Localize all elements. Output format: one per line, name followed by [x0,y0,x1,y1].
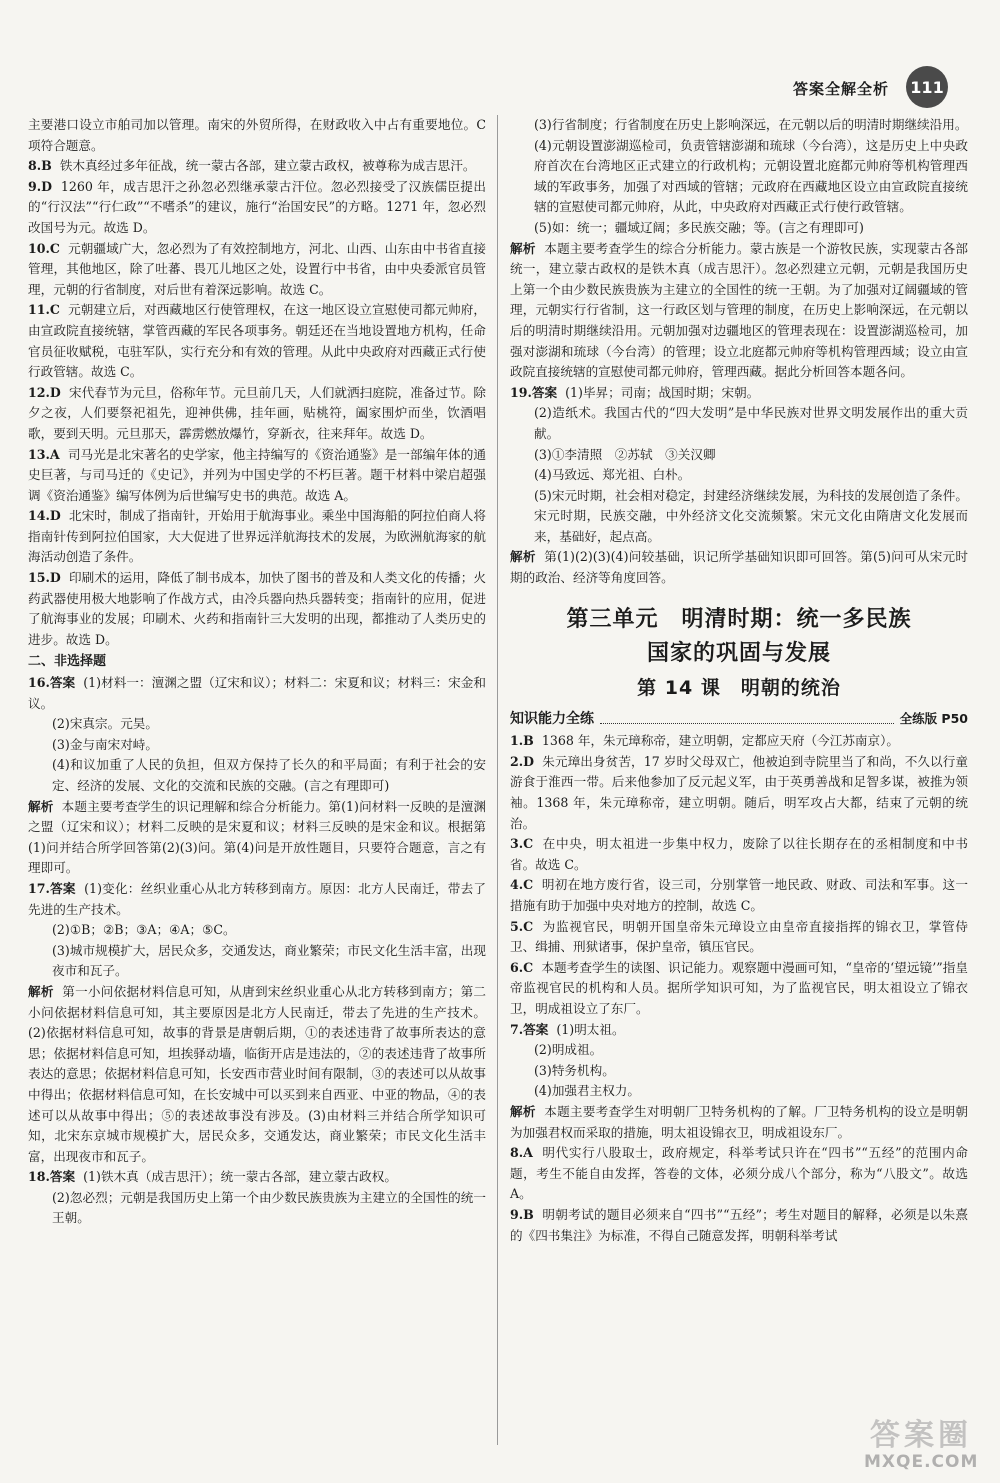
answer-part: (1)毕昇；司南；战国时期；宋朝。 [565,384,760,400]
answer-13 [28,445,486,507]
answer-6 [510,958,968,1020]
answer-text: 在中央，明太祖进一步集中权力，废除了以往长期存在的丞相制度和中书省。故选 C。 [510,836,968,872]
answer-9 [28,177,486,239]
question-number: 6.C [510,959,534,975]
dotted-leader [600,713,894,724]
answer-part: (1)铁木真（成吉思汗）；统一蒙古各部，建立蒙古政权。 [83,1169,397,1185]
answer-part: (4)马致远、郑光祖、白朴。 [534,467,691,483]
question-number: 7.答案 [510,1021,549,1037]
page-number-badge: 111 [906,66,948,108]
answer-text: 元朝建立后，对西藏地区行使管理权，在这一地区设立宣慰使司都元帅府，由宣政院直接统辖，掌管西藏的军民各项事务。朝廷还在当地设置地方机构，任命官员征收赋税，屯驻军队，实行充分和有效的管理。从此中央政府对西藏正式行使行政管辖。故选 C。 [28,302,486,380]
question-number: 9.B [510,1206,534,1222]
answer-4 [510,875,968,916]
answer-part: (2)①B；②B；③A；④A；⑤C。 [52,922,236,938]
answer-1 [510,731,968,752]
answer-part: (4)加强君主权力。 [534,1083,640,1099]
answer-part: (2)宋真宗。元昊。 [52,716,158,732]
answer-part: (1)材料一：澶渊之盟（辽宋和议）；材料二：宋夏和议；材料三：宋金和议。 [28,675,486,711]
analysis-text: 本题主要考查学生对明朝厂卫特务机构的了解。厂卫特务机构的设立是明朝为加强君权而采取的措施，明太祖设锦衣卫，明成祖设东厂。 [510,1103,969,1140]
analysis-text: 第一小问依据材料信息可知，从唐到宋丝织业重心从北方转移到南方；第二小问依据材料信息可知，其主要原因是北方人民南迁，带去了先进的生产技术。(2)依据材料信息可知，故事的背景是唐朝后期，①的表述违背了故事所表达的意思；依据材料信息可知，坦挨驿动墙，临街开店是违法的，②的表述违背了故事所表达的意思；依据材料信息可知，长安西市营业时间有限制，③的表述可以从故事中得出；依据材料信息可知，在长安城中可以买到来自西亚、中亚的物品，④的表述可以从故事中得出；⑤的表述故事没有涉及。(3)由材料三并结合所学知识可知，北宋东京城市规模扩大，居民众多，交通发达，商业繁荣；市民文化生活丰富，出现夜市和瓦子。 [28,983,487,1164]
question-number: 1.B [510,733,534,749]
question-number: 5.C [510,918,534,934]
analysis-text: 本题主要考查学生的综合分析能力。蒙古族是一个游牧民族，实现蒙古各部统一，建立蒙古政权的是铁木真（成吉思汗）。忽必烈建立元朝，元朝是我国历史上第一个由少数民族贵族为主建立的全国性的统一王朝。为了加强对辽阔疆域的管理，元朝实行行省制，这一行政区划与管理的制度，在历史上影响深远，在元朝以后的明清时期继续沿用。元朝加强对边疆地区的管理表现在：设置澎湖巡检司，加强对澎湖和琉球（今台湾）的管理；设立北庭都元帅府等机构管理西域；设立由宣政院直接统辖的宣慰使司都元帅府，管理西藏。据此分析回答本题各问。 [510,240,969,380]
question-number: 8.B [28,158,52,174]
answer-2 [510,752,968,834]
answer-part: (2)明成祖。 [534,1042,603,1058]
answer-9-right [510,1205,968,1246]
analysis-text: 第(1)(2)(3)(4)问较基础，识记所学基础知识即可回答。第(5)问可从宋元时期的政治、经济等角度回答。 [510,549,969,586]
analysis-text: 本题主要考查学生的识记理解和综合分析能力。第(1)问材料一反映的是澶渊之盟（辽宋和议）；材料二反映的是宋夏和议；材料三反映的是宋金和议。根据第(1)问并结合所学回答第(2)(3)问。第(4)问是开放性题目，只要符合题意，言之有理即可。 [28,798,487,876]
question-number: 17.答案 [28,880,76,896]
answer-7 [510,1020,968,1144]
answer-text: 明代实行八股取士，政府规定，科举考试只许在“四书”“五经”的范围内命题，考生不能自由发挥，答卷的文体，必须分成八个部分，称为“八股文”。故选 A。 [510,1145,968,1202]
answer-text: 北宋时，制成了指南针，开始用于航海事业。乘坐中国海船的阿拉伯商人将指南针传到阿拉伯国家，大大促进了世界远洋航海技术的发展，为欧洲航海家的航海活动创造了条件。 [28,508,487,565]
answer-8 [28,156,486,177]
answer-text: 元朝疆域广大，忽必烈为了有效控制地方，河北、山西、山东由中书省直接管理，其他地区，除了吐蕃、畏兀儿地区之处，设置行中书省，由中央委派官员管理，元朝的行省制度，对后世有着深远影响。故选 C。 [28,240,486,297]
answer-15 [28,568,486,650]
analysis-label: 解析 [510,1103,536,1119]
watermark-seal: 答案圈 [870,1418,972,1453]
column-divider [497,115,498,1445]
answer-part: (2)造纸术。我国古代的“四大发明”是中华民族对世界文明发展作出的重大贡献。 [534,405,968,441]
answer-text: 铁木真经过多年征战，统一蒙古各部，建立蒙古政权，被尊称为成吉思汗。 [59,158,476,174]
practice-label: 知识能力全练 [510,710,594,727]
header-title: 答案全解全析 [793,80,890,98]
question-number: 9.D [28,178,53,194]
answer-11 [28,300,486,382]
answer-text: 为监视官民，明朝开国皇帝朱元璋设立由皇帝直接指挥的锦衣卫，掌管侍卫、缉捕、刑狱诸事，保护皇帝，镇压官民。 [510,918,968,955]
question-number: 10.C [28,240,60,256]
right-column [510,115,968,1246]
answer-part: (3)城市规模扩大，居民众多，交通发达，商业繁荣；市民文化生活丰富，出现夜市和瓦子。 [52,942,486,979]
answer-part: (3)行省制度；行省制度在历史上影响深远，在元朝以后的明清时期继续沿用。 [534,117,968,132]
question-number: 16.答案 [28,675,76,691]
answer-part: (1)变化：丝织业重心从北方转移到南方。原因：北方人民南迁，带去了先进的生产技术。 [28,880,486,917]
answer-17 [28,879,486,1167]
question-number: 15.D [28,570,61,586]
analysis-label: 解析 [510,549,536,565]
answer-part: (1)明太祖。 [556,1021,625,1037]
paragraph-continued: 主要港口设立市舶司加以管理。南宋的外贸所得，在财政收入中占有重要地位。C 项符合题意。 [28,117,486,153]
question-number: 12.D [28,384,61,400]
section-heading: 二、非选择题 [28,654,107,670]
question-number: 8.A [510,1145,533,1161]
practice-page-ref: 全练版 P50 [899,710,968,726]
left-column [28,115,486,1229]
analysis-label: 解析 [28,798,54,814]
practice-heading [510,709,968,730]
answer-text: 1368 年，朱元璋称帝，建立明朝，定都应天府（今江苏南京）。 [541,733,900,749]
watermark-site: MXQE.COM [864,1452,979,1472]
answer-part: (3)金与南宋对峙。 [52,736,158,752]
answer-text: 本题考查学生的读图、识记能力。观察题中漫画可知，“皇帝的‘望远镜’”指皇帝监视官民的机构和人员。据所学知识可知，为了监视官民，明太祖设立了锦衣卫，明成祖设立了东厂。 [510,959,968,1016]
answer-5 [510,917,968,958]
answer-text: 司马光是北宋著名的史学家，他主持编写的《资治通鉴》是一部编年体的通史巨著，与司马迁的《史记》，并列为中国史学的不朽巨著。题干材料中梁启超强调《资治通鉴》编写体例为后世编写史书的典范。故选 A。 [28,446,486,503]
analysis-label: 解析 [28,983,54,999]
question-number: 4.C [510,877,534,893]
answer-part: (4)元朝设置澎湖巡检司，负责管辖澎湖和琉球（今台湾），这是历史上中央政府首次在台湾地区正式建立的行政机构；元朝设置北庭都元帅府等机构管理西域的军政事务，加强了对西域的管辖；元政府在西藏地区设立由宣政院直接统辖的宣慰使司都元帅府，从此，中央政府对西藏正式行使行政管辖。 [534,137,968,215]
question-number: 2.D [510,753,535,769]
answer-3 [510,834,968,875]
answer-text: 明初在地方废行省，设三司，分别掌管一地民政、财政、司法和军事。这一措施有助于加强中央对地方的控制，故选 C。 [510,877,968,913]
unit-title: 第三单元 明清时期：统一多民族 [566,606,912,632]
answer-part: (5)如：统一；疆域辽阔；多民族交融；等。(言之有理即可) [534,219,864,235]
answer-14 [28,506,486,568]
lesson-title: 第 14 课 明朝的统治 [637,676,841,699]
site-watermark [850,1410,990,1472]
answer-18 [28,1167,486,1229]
answer-part: (3)特务机构。 [534,1062,615,1078]
question-number: 3.C [510,836,534,852]
answer-16 [28,673,486,879]
answer-10 [28,239,486,301]
question-number: 14.D [28,508,61,524]
question-number: 18.答案 [28,1169,76,1185]
answer-text: 明朝考试的题目必须来自“四书”“五经”；考生对题目的解释，必须是以朱熹的《四书集注》为标准，不得自己随意发挥，明朝科举考试 [510,1206,968,1243]
answer-text: 宋代春节为元旦，俗称年节。元旦前几天，人们就洒扫庭院，准备过节。除夕之夜，人们要祭祀祖先，迎神供佛，挂年画，贴桃符，阖家围炉而坐，饮酒唱歌，要到天明。元旦那天，霹雳燃放爆竹，穿新衣，往来拜年。故选 D。 [28,384,487,441]
answer-8-right [510,1143,968,1205]
analysis-label: 解析 [510,240,536,256]
answer-text: 朱元璋出身贫苦，17 岁时父母双亡，他被迫到寺院里当了和尚，不久以行童游食于淮西一带。后来他参加了反元起义军，由于英勇善战和足智多谋，被推为领袖。1368 年，朱元璋称帝，建立明朝。随后，明军攻占大都，结束了元朝的统治。 [510,753,968,831]
question-number: 13.A [28,446,60,462]
answer-part: (5)宋元时期，社会相对稳定，封建经济继续发展，为科技的发展创造了条件。宋元时期，民族交融，中外经济文化交流频繁。宋元文化由隋唐文化发展而来，基础好，起点高。 [534,487,968,544]
answer-part: (2)忽必烈；元朝是我国历史上第一个由少数民族贵族为主建立的全国性的统一王朝。 [52,1189,486,1226]
answer-text: 1260 年，成吉思汗之孙忽必烈继承蒙古汗位。忽必烈接受了汉族儒臣提出的“行汉法”“行仁政”“不嗜杀”的建议，施行“治国安民”的方略。1271 年，忽必烈改国号为元。故选 D。 [28,178,486,235]
answer-part: (4)和议加重了人民的负担，但双方保持了长久的和平局面；有利于社会的安定、经济的发展、文化的交流和民族的交融。(言之有理即可) [52,757,486,793]
question-number: 11.C [28,302,60,318]
unit-title-line-2: 国家的巩固与发展 [646,640,831,666]
answer-part: (3)①李清照 ②苏轼 ③关汉卿 [534,446,716,462]
answer-19 [510,383,968,589]
answer-12 [28,383,486,445]
question-number: 19.答案 [510,384,558,400]
answer-text: 印刷术的运用，降低了制书成本，加快了图书的普及和人类文化的传播；火药武器使用极大地影响了作战方式，由冷兵器向热兵器转变；指南针的应用，促进了航海事业的发展；印刷术、火药和指南针三大发明的出现，都推动了人类历史的进步。故选 D。 [28,570,487,647]
